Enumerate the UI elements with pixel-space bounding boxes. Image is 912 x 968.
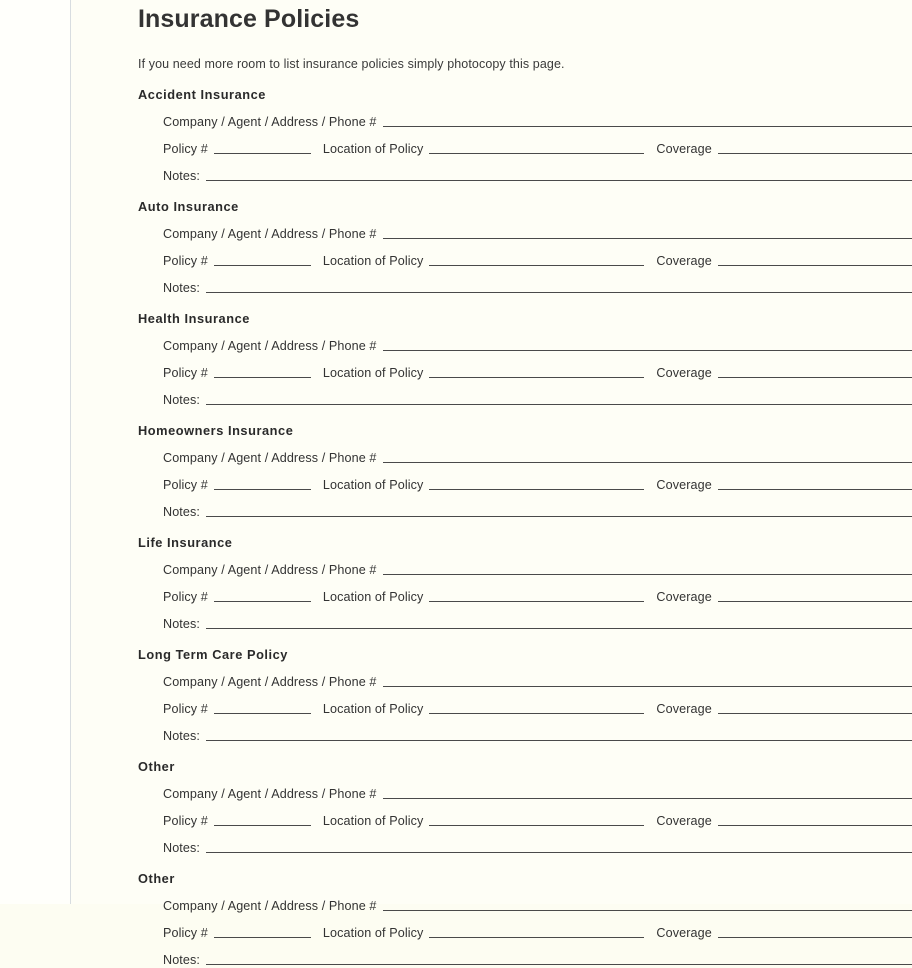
- coverage-input-line[interactable]: [718, 937, 912, 938]
- notes-input-line[interactable]: [206, 516, 912, 517]
- policy-field-row[interactable]: [138, 477, 912, 493]
- notes-field-row[interactable]: [138, 504, 912, 520]
- notes-field-row[interactable]: [138, 840, 912, 856]
- coverage-label: Coverage: [656, 366, 712, 380]
- coverage-input-line[interactable]: [718, 377, 912, 378]
- company-input-line[interactable]: [383, 238, 912, 239]
- location-of-policy-label: Location of Policy: [322, 478, 424, 492]
- coverage-label: Coverage: [656, 142, 712, 156]
- section-title: Other: [138, 871, 175, 886]
- notes-label: Notes:: [163, 953, 200, 967]
- policy-field-row[interactable]: [138, 141, 912, 157]
- insurance-section-7: [138, 871, 912, 968]
- notes-label: Notes:: [163, 841, 200, 855]
- location-of-policy-label: Location of Policy: [322, 590, 424, 604]
- notes-field-row[interactable]: [138, 280, 912, 296]
- location-of-policy-label: Location of Policy: [322, 366, 424, 380]
- company-label: Company / Agent / Address / Phone #: [163, 899, 377, 913]
- notes-label: Notes:: [163, 729, 200, 743]
- company-field-row[interactable]: [138, 674, 912, 690]
- notes-input-line[interactable]: [206, 292, 912, 293]
- notes-label: Notes:: [163, 169, 200, 183]
- coverage-input-line[interactable]: [718, 601, 912, 602]
- policy-number-label: Policy #: [163, 142, 208, 156]
- left-gutter: [0, 0, 70, 904]
- section-title: Other: [138, 759, 175, 774]
- policy-field-row[interactable]: [138, 253, 912, 269]
- company-label: Company / Agent / Address / Phone #: [163, 787, 377, 801]
- policy-number-label: Policy #: [163, 702, 208, 716]
- instructions-text: If you need more room to list insurance policies simply photocopy this page.: [138, 57, 565, 71]
- policy-number-input-line[interactable]: [214, 489, 311, 490]
- location-of-policy-label: Location of Policy: [322, 702, 424, 716]
- document-content: [138, 0, 912, 968]
- company-input-line[interactable]: [383, 910, 912, 911]
- policy-number-label: Policy #: [163, 366, 208, 380]
- policy-number-input-line[interactable]: [214, 937, 311, 938]
- policy-number-label: Policy #: [163, 254, 208, 268]
- location-of-policy-input-line[interactable]: [429, 265, 644, 266]
- policy-number-label: Policy #: [163, 926, 208, 940]
- company-input-line[interactable]: [383, 798, 912, 799]
- company-label: Company / Agent / Address / Phone #: [163, 227, 377, 241]
- location-of-policy-input-line[interactable]: [429, 489, 644, 490]
- policy-number-input-line[interactable]: [214, 377, 311, 378]
- notes-label: Notes:: [163, 505, 200, 519]
- notes-field-row[interactable]: [138, 168, 912, 184]
- location-of-policy-label: Location of Policy: [322, 142, 424, 156]
- sections-list: [138, 87, 912, 968]
- coverage-input-line[interactable]: [718, 713, 912, 714]
- location-of-policy-input-line[interactable]: [429, 377, 644, 378]
- company-field-row[interactable]: [138, 562, 912, 578]
- notes-label: Notes:: [163, 617, 200, 631]
- company-field-row[interactable]: [138, 114, 912, 130]
- location-of-policy-label: Location of Policy: [322, 814, 424, 828]
- policy-number-input-line[interactable]: [214, 601, 311, 602]
- location-of-policy-input-line[interactable]: [429, 601, 644, 602]
- section-title: Accident Insurance: [138, 87, 266, 102]
- location-of-policy-input-line[interactable]: [429, 825, 644, 826]
- coverage-label: Coverage: [656, 478, 712, 492]
- policy-number-input-line[interactable]: [214, 265, 311, 266]
- company-input-line[interactable]: [383, 462, 912, 463]
- coverage-label: Coverage: [656, 254, 712, 268]
- company-input-line[interactable]: [383, 126, 912, 127]
- location-of-policy-label: Location of Policy: [322, 926, 424, 940]
- policy-field-row[interactable]: [138, 365, 912, 381]
- policy-field-row[interactable]: [138, 589, 912, 605]
- coverage-label: Coverage: [656, 702, 712, 716]
- section-title: Auto Insurance: [138, 199, 239, 214]
- notes-input-line[interactable]: [206, 628, 912, 629]
- company-field-row[interactable]: [138, 338, 912, 354]
- notes-input-line[interactable]: [206, 404, 912, 405]
- coverage-input-line[interactable]: [718, 489, 912, 490]
- document-sheet: [71, 0, 912, 967]
- section-title: Life Insurance: [138, 535, 233, 550]
- company-input-line[interactable]: [383, 574, 912, 575]
- policy-field-row[interactable]: [138, 701, 912, 717]
- insurance-section-1: [138, 199, 912, 296]
- insurance-section-6: [138, 759, 912, 856]
- policy-number-label: Policy #: [163, 814, 208, 828]
- company-label: Company / Agent / Address / Phone #: [163, 451, 377, 465]
- notes-field-row[interactable]: [138, 728, 912, 744]
- location-of-policy-input-line[interactable]: [429, 153, 644, 154]
- insurance-section-0: [138, 87, 912, 184]
- coverage-input-line[interactable]: [718, 825, 912, 826]
- notes-label: Notes:: [163, 393, 200, 407]
- company-input-line[interactable]: [383, 686, 912, 687]
- company-field-row[interactable]: [138, 898, 912, 914]
- policy-field-row[interactable]: [138, 813, 912, 829]
- company-label: Company / Agent / Address / Phone #: [163, 339, 377, 353]
- section-title: Long Term Care Policy: [138, 647, 288, 662]
- notes-label: Notes:: [163, 281, 200, 295]
- policy-field-row[interactable]: [138, 925, 912, 941]
- insurance-section-3: [138, 423, 912, 520]
- notes-input-line[interactable]: [206, 852, 912, 853]
- coverage-label: Coverage: [656, 814, 712, 828]
- location-of-policy-input-line[interactable]: [429, 937, 644, 938]
- policy-number-input-line[interactable]: [214, 713, 311, 714]
- section-title: Health Insurance: [138, 311, 250, 326]
- policy-number-input-line[interactable]: [214, 153, 311, 154]
- page-title: Insurance Policies: [138, 5, 360, 33]
- coverage-input-line[interactable]: [718, 153, 912, 154]
- insurance-section-2: [138, 311, 912, 408]
- coverage-input-line[interactable]: [718, 265, 912, 266]
- insurance-section-5: [138, 647, 912, 744]
- notes-field-row[interactable]: [138, 392, 912, 408]
- location-of-policy-input-line[interactable]: [429, 713, 644, 714]
- notes-field-row[interactable]: [138, 952, 912, 968]
- policy-number-label: Policy #: [163, 590, 208, 604]
- notes-field-row[interactable]: [138, 616, 912, 632]
- notes-input-line[interactable]: [206, 180, 912, 181]
- section-title: Homeowners Insurance: [138, 423, 294, 438]
- policy-number-label: Policy #: [163, 478, 208, 492]
- company-label: Company / Agent / Address / Phone #: [163, 675, 377, 689]
- company-field-row[interactable]: [138, 786, 912, 802]
- notes-input-line[interactable]: [206, 964, 912, 965]
- company-label: Company / Agent / Address / Phone #: [163, 563, 377, 577]
- notes-input-line[interactable]: [206, 740, 912, 741]
- company-field-row[interactable]: [138, 226, 912, 242]
- coverage-label: Coverage: [656, 590, 712, 604]
- company-field-row[interactable]: [138, 450, 912, 466]
- policy-number-input-line[interactable]: [214, 825, 311, 826]
- coverage-label: Coverage: [656, 926, 712, 940]
- insurance-section-4: [138, 535, 912, 632]
- location-of-policy-label: Location of Policy: [322, 254, 424, 268]
- company-label: Company / Agent / Address / Phone #: [163, 115, 377, 129]
- company-input-line[interactable]: [383, 350, 912, 351]
